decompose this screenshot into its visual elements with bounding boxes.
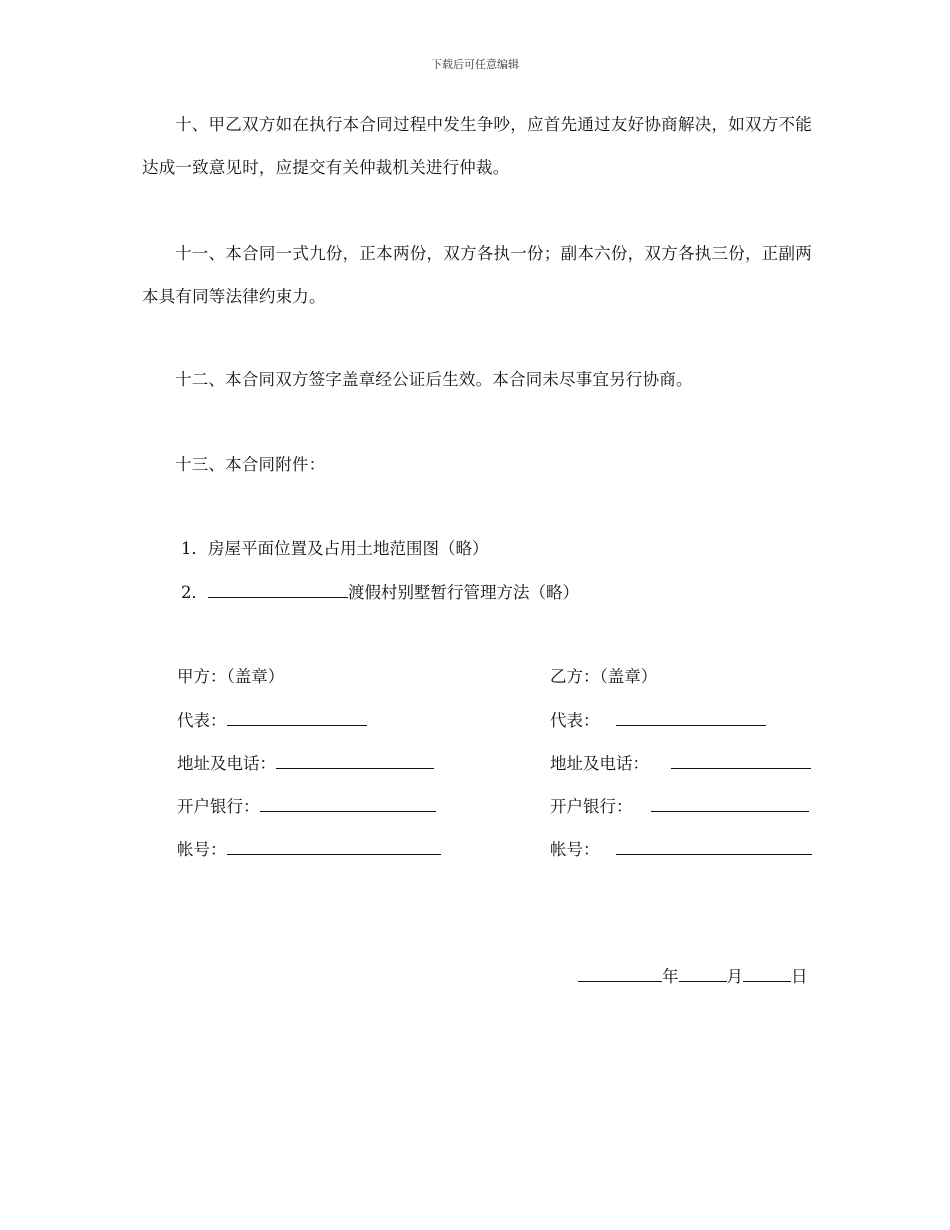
party-b-bank-row	[550, 794, 809, 819]
party-a-bank-blank	[260, 794, 436, 812]
date-year-label: 年	[662, 967, 679, 986]
date-day-blank	[743, 964, 791, 982]
party-a-address-row	[177, 751, 434, 776]
date-year-blank	[578, 964, 662, 982]
party-a-account-label: 帐号：	[177, 840, 227, 859]
header-note: 下载后可任意编辑	[431, 58, 519, 71]
party-a-title: 甲方：（盖章）	[177, 667, 285, 686]
clause-13: 十三、本合同附件：	[175, 455, 326, 474]
date-month-blank	[679, 964, 727, 982]
date-month-label: 月	[726, 967, 743, 986]
party-b-rep-label: 代表：	[550, 711, 600, 730]
clause-10: 十、甲乙双方如在执行本合同过程中发生争吵，应首先通过友好协商解决，如双方不能达成一致意见时，应提交有关仲裁机关进行仲裁。	[142, 115, 812, 177]
party-b-address-row	[550, 751, 811, 776]
party-b-rep-blank	[616, 708, 766, 726]
party-b-account-row	[550, 837, 812, 862]
attachment-2-label: 渡假村别墅暂行管理方法（略）	[348, 583, 579, 602]
party-b-title: 乙方：（盖章）	[550, 667, 658, 686]
party-a-bank-row	[177, 794, 436, 819]
party-b-rep-row	[550, 708, 766, 733]
clause-11: 十一、本合同一式九份，正本两份，双方各执一份；副本六份，双方各执三份，正副两本具有同等法律约束力。	[142, 244, 812, 306]
date-day-label: 日	[791, 967, 808, 986]
party-b-account-label: 帐号：	[550, 840, 600, 859]
attachment-2	[181, 580, 579, 605]
party-b-account-blank	[616, 837, 812, 855]
clause-12: 十二、本合同双方签字盖章经公证后生效。本合同未尽事宜另行协商。	[175, 370, 693, 389]
party-a-rep-label: 代表：	[177, 711, 227, 730]
party-a-account-blank	[227, 837, 441, 855]
party-a-account-row	[177, 837, 441, 862]
party-a-address-label: 地址及电话：	[177, 754, 276, 773]
party-a-rep-blank	[227, 708, 367, 726]
party-a-rep-row	[177, 708, 367, 733]
party-b-address-label: 地址及电话：	[550, 754, 649, 773]
attachment-2-blank	[208, 580, 348, 598]
attachment-1: 1．房屋平面位置及占用土地范围图（略）	[181, 539, 489, 558]
party-a-address-blank	[276, 751, 434, 769]
attachment-2-number: 2．	[181, 583, 208, 602]
date-line	[578, 964, 808, 989]
party-a-bank-label: 开户银行：	[177, 797, 260, 816]
party-b-bank-label: 开户银行：	[550, 797, 633, 816]
party-b-address-blank	[671, 751, 811, 769]
party-b-bank-blank	[651, 794, 809, 812]
